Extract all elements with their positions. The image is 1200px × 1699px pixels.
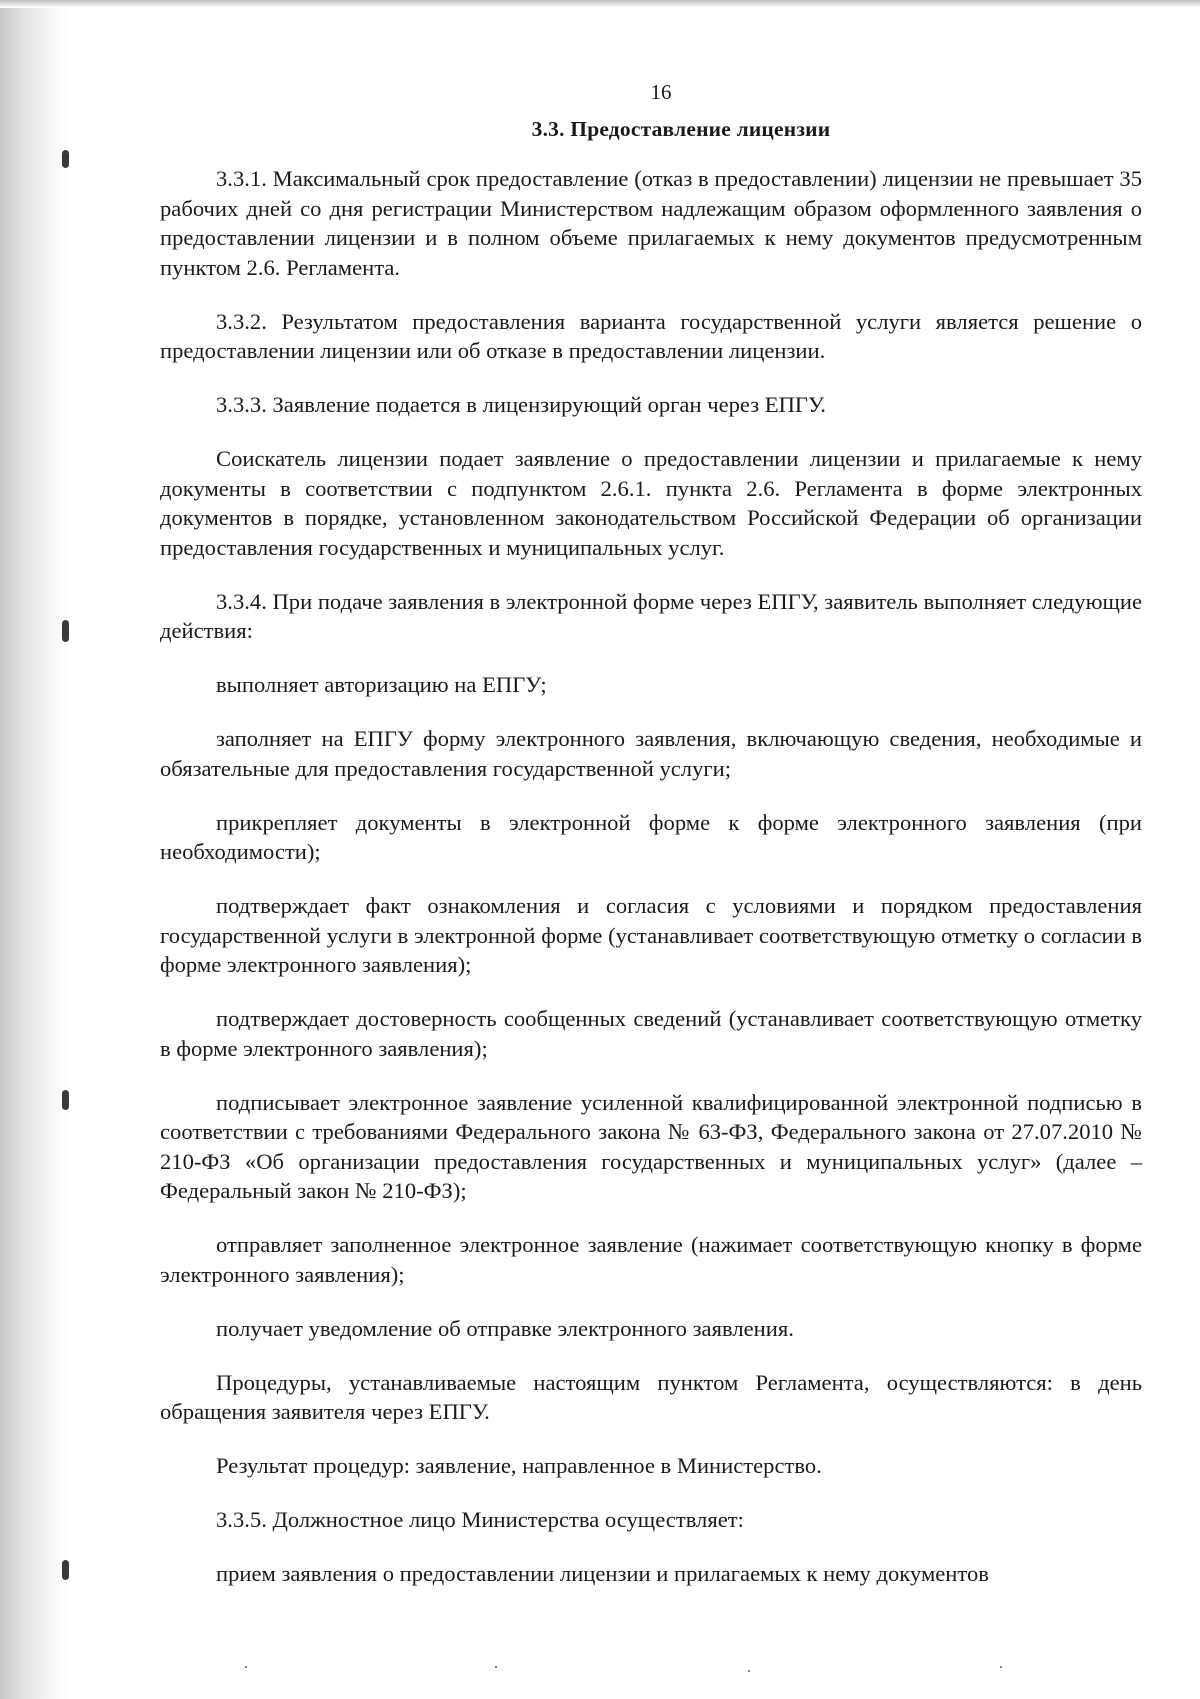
scan-shadow-top xyxy=(0,0,1200,8)
list-item-submit: отправляет заполненное электронное заявление (нажимает соответствующую кнопку в форме электронного заявления); xyxy=(160,1232,1142,1287)
paragraph-3-3-1: 3.3.1. Максимальный срок предоставление (отказ в предоставлении) лицензии не превышает 35 рабочих дней со дня регистрации Министерством надлежащим образом оформленного заявления о предоставлении лицензии и в полном объеме прилагаемых к нему документов предусмотренным пунктом 2.6. Регламента. xyxy=(160,166,1142,280)
scan-speck xyxy=(245,1666,247,1668)
paragraph-3-3-5: 3.3.5. Должностное лицо Министерства осуществляет: xyxy=(216,1507,744,1532)
list-item-confirm-accuracy: подтверждает достоверность сообщенных сведений (устанавливает соответствующую отметку в форме электронного заявления); xyxy=(160,1006,1142,1061)
binding-hole-mark xyxy=(62,1090,69,1110)
scan-speck xyxy=(1000,1666,1002,1668)
paragraph-result: Результат процедур: заявление, направленное в Министерство. xyxy=(216,1453,822,1478)
scan-speck xyxy=(748,1670,750,1672)
section-title: 3.3. Предоставление лицензии xyxy=(531,117,831,141)
list-item-fill-form: заполняет на ЕПГУ форму электронного заявления, включающую сведения, необходимые и обязательные для предоставления государственной услуги; xyxy=(160,726,1142,781)
paragraph-applicant: Соискатель лицензии подает заявление о предоставлении лицензии и прилагаемые к нему документы в соответствии с подпунктом 2.6.1. пункта 2.6. Регламента в форме электронных документов в порядке, установленном законодательством Российской Федерации об организации предоставления государственных и муниципальных услуг. xyxy=(160,446,1142,560)
binding-hole-mark xyxy=(62,1560,69,1580)
paragraph-3-3-3: 3.3.3. Заявление подается в лицензирующий орган через ЕПГУ. xyxy=(216,392,826,417)
paragraph-procedures: Процедуры, устанавливаемые настоящим пунктом Регламента, осуществляются: в день обращения заявителя через ЕПГУ. xyxy=(160,1369,1142,1424)
binding-hole-mark xyxy=(62,150,69,168)
paragraph-3-3-4: 3.3.4. При подаче заявления в электронной форме через ЕПГУ, заявитель выполняет следующие действия: xyxy=(160,588,1142,643)
list-item-notification: получает уведомление об отправке электронного заявления. xyxy=(216,1315,794,1341)
paragraph-reception: прием заявления о предоставлении лицензии и прилагаемых к нему документов xyxy=(216,1561,989,1586)
paragraph-3-3-2: 3.3.2. Результатом предоставления варианта государственной услуги является решение о предоставлении лицензии или об отказе в предоставлении лицензии. xyxy=(160,308,1142,363)
list-item-confirm-consent: подтверждает факт ознакомления и согласия с условиями и порядком предоставления государственной услуги в электронной форме (устанавливает соответствующую отметку о согласии в форме электронного заявления); xyxy=(160,893,1142,977)
list-item-sign: подписывает электронное заявление усиленной квалифицированной электронной подписью в соответствии с требованиями Федерального закона № 63-ФЗ, Федерального закона от 27.07.2010 № 210-ФЗ «Об организации предоставления государственных и муниципальных услуг» (далее – Федеральный закон № 210-ФЗ); xyxy=(160,1089,1142,1203)
document-page xyxy=(160,72,1142,1589)
page-number: 16 xyxy=(650,80,672,104)
binding-hole-mark xyxy=(62,620,69,642)
scan-speck xyxy=(495,1666,497,1668)
list-item-attach-documents: прикрепляет документы в электронной форме к форме электронного заявления (при необходимости); xyxy=(160,809,1142,864)
scan-shadow-left xyxy=(0,0,70,1699)
list-item-authorization: выполняет авторизацию на ЕПГУ; xyxy=(216,672,547,697)
